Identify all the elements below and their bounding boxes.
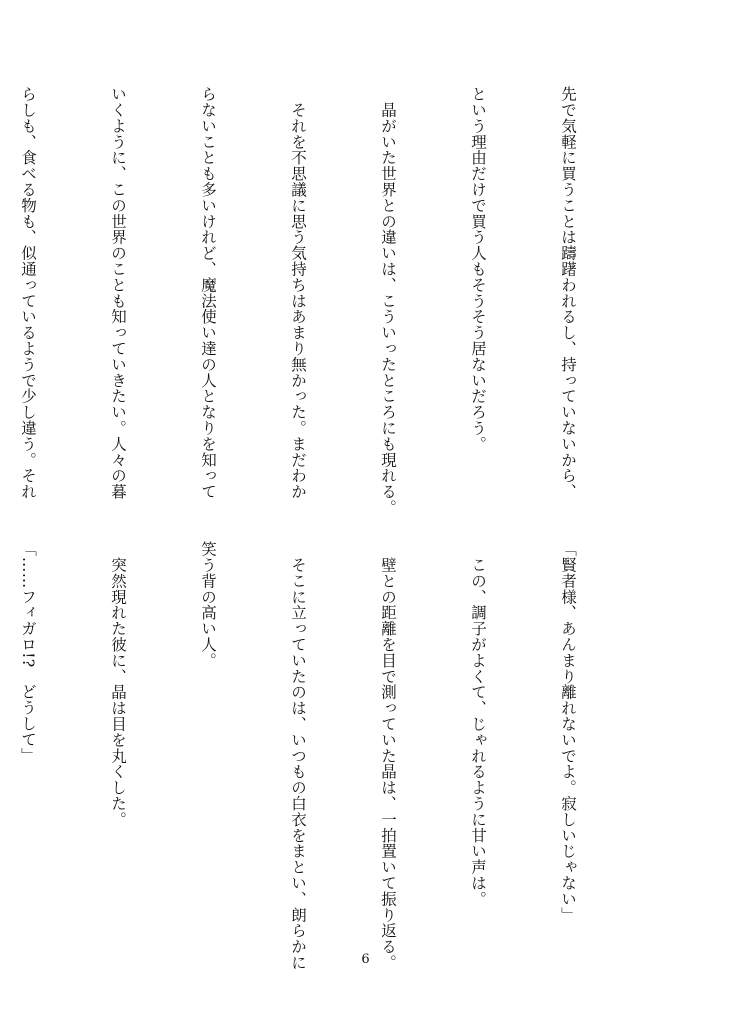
page-number: 6 [361, 952, 370, 967]
lower-text-block [19, 541, 643, 971]
text-line: らないことも多いけれど、魔法使い達の人となりを知って [199, 86, 217, 500]
text-line: この、調子がよくて、じゃれるように甘い声は。 [469, 541, 487, 907]
upper-text-block [19, 86, 643, 516]
text-line: 突然現れた彼に、晶は目を丸くした。 [109, 541, 127, 828]
text-line: そこに立っていたのは、いつもの白衣をまとい、朗らかに [289, 541, 307, 971]
text-line: 先で気軽に買うことは躊躇われるし、持っていないから、 [559, 86, 577, 500]
text-line: いくように、この世界のことも知っていきたい。人々の暮 [109, 86, 127, 500]
text-line: 晶がいた世界との違いは、こういったところにも現れる。 [379, 86, 397, 516]
text-line: らしも、食べる物も、似通っているようで少し違う。それ [19, 86, 37, 500]
text-line: 「賢者様、あんまり離れないでよ。寂しいじゃない」 [559, 541, 577, 923]
text-line: という理由だけで買う人もそうそう居ないだろう。 [469, 86, 487, 452]
text-line: 「……フィガロ!? どうして」 [19, 541, 37, 764]
text-line: 笑う背の高い人。 [199, 541, 217, 669]
text-line: それを不思議に思う気持ちはあまり無かった。まだわか [289, 86, 307, 500]
text-line: 壁との距離を目で測っていた晶は、一拍置いて振り返る。 [379, 541, 397, 971]
